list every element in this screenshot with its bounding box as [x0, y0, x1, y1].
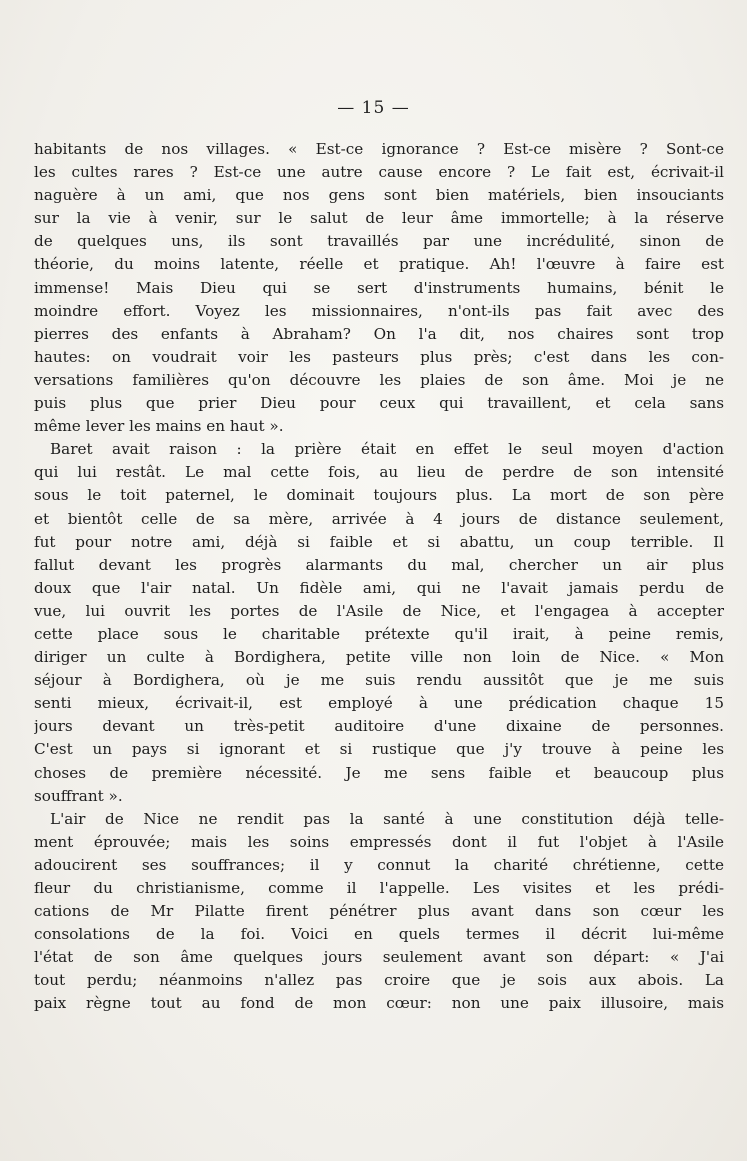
body-text	[34, 138, 724, 1016]
text-line: fut pour notre ami, déjà si faible et si abattu, un coup terrible. Il	[34, 532, 724, 551]
text-line: jours devant un très-petit auditoire d'une dixaine de personnes.	[34, 717, 724, 736]
text-line: C'est un pays si ignorant et si rustique que j'y trouve à peine les	[34, 740, 724, 759]
text-line: versations familières qu'on découvre les plaies de son âme. Moi je ne	[34, 370, 724, 389]
paragraph-3	[34, 808, 724, 1016]
text-line: de quelques uns, ils sont travaillés par une incrédulité, sinon de	[34, 232, 724, 251]
text-line: immense! Mais Dieu qui se sert d'instruments humains, bénit le	[34, 278, 724, 297]
text-line: naguère à un ami, que nos gens sont bien matériels, bien insouciants	[34, 186, 724, 205]
text-line: L'air de Nice ne rendit pas la santé à une constitution déjà telle-	[50, 809, 724, 828]
text-line: souffrant ».	[34, 786, 123, 805]
text-line: paix règne tout au fond de mon cœur: non une paix illusoire, mais	[34, 994, 724, 1013]
text-line: et bientôt celle de sa mère, arrivée à 4 jours de distance seulement,	[34, 509, 724, 528]
text-line: fallut devant les progrès alarmants du mal, chercher un air plus	[34, 555, 724, 574]
text-line: sous le toit paternel, le dominait toujours plus. La mort de son père	[34, 486, 724, 505]
text-line: l'état de son âme quelques jours seulement avant son départ: « J'ai	[34, 948, 724, 967]
text-line: puis plus que prier Dieu pour ceux qui travaillent, et cela sans	[34, 394, 724, 413]
text-line: moindre effort. Voyez les missionnaires, n'ont-ils pas fait avec des	[34, 301, 724, 320]
text-line: sur la vie à venir, sur le salut de leur âme immortelle; à la réserve	[34, 209, 724, 228]
text-line: senti mieux, écrivait-il, est employé à une prédication chaque 15	[34, 694, 724, 713]
page-number: — 15 —	[337, 98, 410, 118]
text-line: vue, lui ouvrit les portes de l'Asile de Nice, et l'engagea à accepter	[34, 601, 724, 620]
text-line: pierres des enfants à Abraham? On l'a dit, nos chaires sont trop	[34, 324, 724, 343]
text-line: habitants de nos villages. « Est-ce ignorance ? Est-ce misère ? Sont-ce	[34, 140, 724, 158]
paragraph-2	[34, 438, 724, 808]
text-line: même lever les mains en haut ».	[34, 417, 284, 436]
text-line: qui lui restât. Le mal cette fois, au lieu de perdre de son intensité	[34, 463, 724, 482]
text-line: les cultes rares ? Est-ce une autre cause encore ? Le fait est, écrivait-il	[34, 163, 724, 182]
text-line: choses de première nécessité. Je me sens faible et beaucoup plus	[34, 763, 724, 782]
text-line: séjour à Bordighera, où je me suis rendu aussitôt que je me suis	[34, 671, 724, 690]
text-line: Baret avait raison : la prière était en effet le seul moyen d'action	[50, 440, 724, 459]
text-line: fleur du christianisme, comme il l'appelle. Les visites et les prédi-	[34, 879, 724, 897]
text-line: théorie, du moins latente, réelle et pratique. Ah! l'œuvre à faire est	[34, 255, 724, 274]
text-line: consolations de la foi. Voici en quels termes il décrit lui-même	[34, 925, 724, 944]
text-line: doux que l'air natal. Un fidèle ami, qui ne l'avait jamais perdu de	[34, 578, 724, 597]
text-line: hautes: on voudrait voir les pasteurs plus près; c'est dans les con-	[34, 347, 724, 366]
text-line: adoucirent ses souffrances; il y connut la charité chrétienne, cette	[34, 855, 724, 874]
text-line: diriger un culte à Bordighera, petite ville non loin de Nice. « Mon	[34, 648, 724, 667]
text-line: cations de Mr Pilatte firent pénétrer plus avant dans son cœur les	[34, 902, 724, 921]
text-line: ment éprouvée; mais les soins empressés dont il fut l'objet à l'Asile	[34, 832, 724, 851]
paragraph-1	[34, 138, 724, 438]
text-line: cette place sous le charitable prétexte qu'il irait, à peine remis,	[34, 624, 724, 643]
text-line: tout perdu; néanmoins n'allez pas croire que je sois aux abois. La	[34, 971, 724, 990]
